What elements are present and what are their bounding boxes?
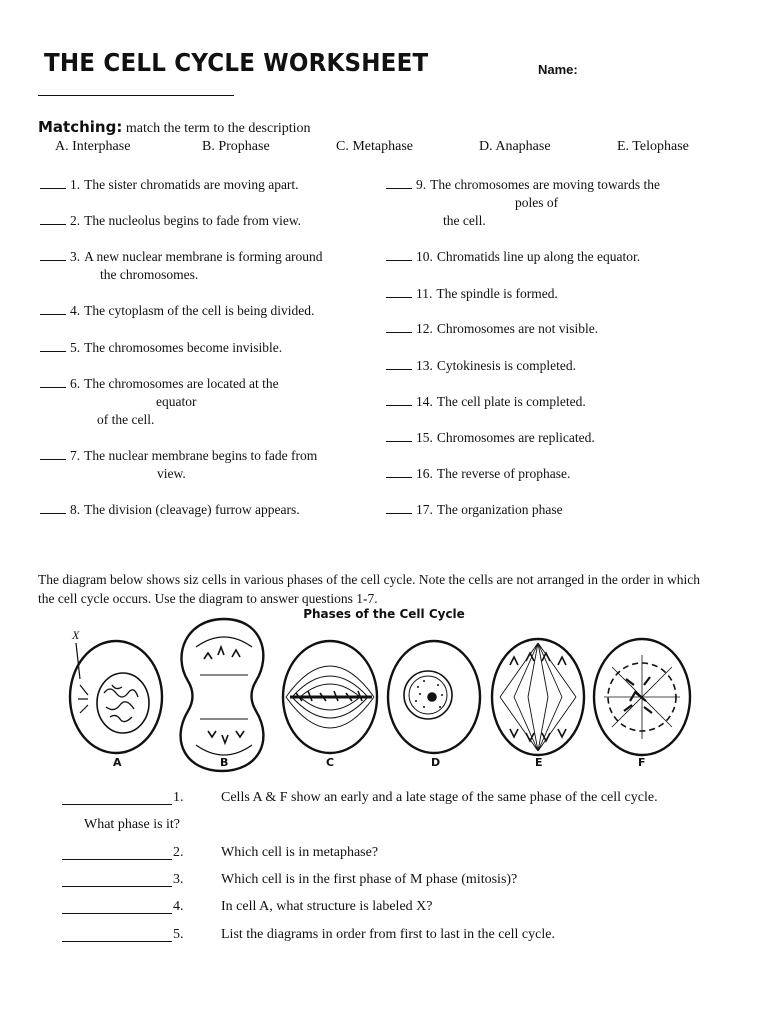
answer-blank[interactable]: [40, 176, 66, 189]
cell-b: [181, 619, 264, 771]
answer-line-3[interactable]: [62, 886, 172, 887]
answer-blank[interactable]: [40, 212, 66, 225]
question-6: 6. The chromosomes are located at the: [40, 375, 279, 393]
answer-line-2[interactable]: [62, 859, 172, 860]
cell-d: [388, 641, 480, 753]
dq-2-num: 2.: [173, 845, 184, 860]
question-3: 3. A new nuclear membrane is forming around: [40, 248, 323, 266]
page-title: THE CELL CYCLE WORKSHEET: [44, 48, 429, 77]
name-line[interactable]: [38, 95, 234, 96]
question-3-cont: the chromosomes.: [100, 267, 199, 282]
question-17: 17. The organization phase: [386, 501, 563, 519]
term-b: B. Prophase: [202, 139, 270, 154]
term-a: A. Interphase: [55, 139, 131, 154]
dq-4-num: 4.: [173, 899, 184, 914]
dq-1-cont: What phase is it?: [84, 817, 181, 832]
question-4: 4. The cytoplasm of the cell is being divided.: [40, 302, 314, 320]
cell-cycle-diagram: [0, 615, 768, 775]
name-label: Name:: [538, 62, 578, 77]
cell-a: [70, 641, 162, 753]
question-9-cont2: the cell.: [443, 213, 486, 228]
answer-blank[interactable]: [40, 447, 66, 460]
question-12: 12. Chromosomes are not visible.: [386, 320, 598, 338]
cell-c: [283, 641, 377, 753]
dq-1-text: Cells A & F show an early and a late stage of the same phase of the cell cycle.: [221, 790, 658, 805]
dq-1-num: 1.: [173, 790, 184, 805]
answer-blank[interactable]: [386, 393, 412, 406]
answer-blank[interactable]: [40, 302, 66, 315]
question-13: 13. Cytokinesis is completed.: [386, 357, 576, 375]
answer-blank[interactable]: [386, 357, 412, 370]
question-2: 2. The nucleolus begins to fade from view.: [40, 212, 301, 230]
matching-label: Matching:: [38, 118, 123, 136]
answer-line-5[interactable]: [62, 941, 172, 942]
dq-3-num: 3.: [173, 872, 184, 887]
diagram-title: Phases of the Cell Cycle: [303, 607, 465, 621]
cell-f: [594, 639, 690, 755]
matching-instruction: match the term to the description: [125, 121, 311, 136]
term-d: D. Anaphase: [479, 139, 551, 154]
term-c: C. Metaphase: [336, 139, 413, 154]
answer-blank[interactable]: [386, 248, 412, 261]
answer-blank[interactable]: [40, 375, 66, 388]
answer-line-1[interactable]: [62, 804, 172, 805]
answer-blank[interactable]: [386, 176, 412, 189]
question-16: 16. The reverse of prophase.: [386, 465, 570, 483]
dq-2-text: Which cell is in metaphase?: [221, 845, 379, 860]
dq-5-text: List the diagrams in order from first to last in the cell cycle.: [221, 927, 555, 942]
question-10: 10. Chromatids line up along the equator.: [386, 248, 640, 266]
answer-blank[interactable]: [40, 501, 66, 514]
cell-label-d: D: [431, 756, 441, 769]
question-6-cont2: of the cell.: [97, 412, 155, 427]
cell-label-e: E: [535, 756, 543, 769]
question-1: 1. The sister chromatids are moving apart.: [40, 176, 299, 194]
cell-label-c: C: [326, 756, 335, 769]
question-7: 7. The nuclear membrane begins to fade from: [40, 447, 317, 465]
dq-4-text: In cell A, what structure is labeled X?: [221, 899, 433, 914]
question-6-cont: equator: [156, 394, 197, 409]
answer-blank[interactable]: [386, 501, 412, 514]
cell-e: [492, 639, 584, 755]
question-8: 8. The division (cleavage) furrow appears.: [40, 501, 300, 519]
answer-blank[interactable]: [40, 339, 66, 352]
cell-label-a: A: [113, 756, 122, 769]
x-marker-label: X: [72, 628, 80, 642]
question-7-cont: view.: [157, 466, 186, 481]
answer-blank[interactable]: [386, 320, 412, 333]
answer-blank[interactable]: [40, 248, 66, 261]
question-9-cont: poles of: [515, 195, 559, 210]
question-5: 5. The chromosomes become invisible.: [40, 339, 282, 357]
answer-blank[interactable]: [386, 429, 412, 442]
question-11: 11. The spindle is formed.: [386, 285, 558, 303]
question-9: 9. The chromosomes are moving towards the: [386, 176, 660, 194]
question-14: 14. The cell plate is completed.: [386, 393, 586, 411]
dq-3-text: Which cell is in the first phase of M phase (mitosis)?: [221, 872, 518, 887]
question-15: 15. Chromosomes are replicated.: [386, 429, 595, 447]
dq-5-num: 5.: [173, 927, 184, 942]
cell-label-f: F: [638, 756, 646, 769]
answer-line-4[interactable]: [62, 913, 172, 914]
answer-blank[interactable]: [386, 465, 412, 478]
answer-blank[interactable]: [386, 285, 412, 298]
matching-heading: [38, 118, 311, 137]
cell-label-b: B: [220, 756, 229, 769]
diagram-intro: The diagram below shows siz cells in various phases of the cell cycle. Note the cells are not arranged in the order in which the cell cycle occurs. Use the diagram to answer questions 1-7.: [38, 572, 701, 606]
term-e: E. Telophase: [617, 139, 689, 154]
